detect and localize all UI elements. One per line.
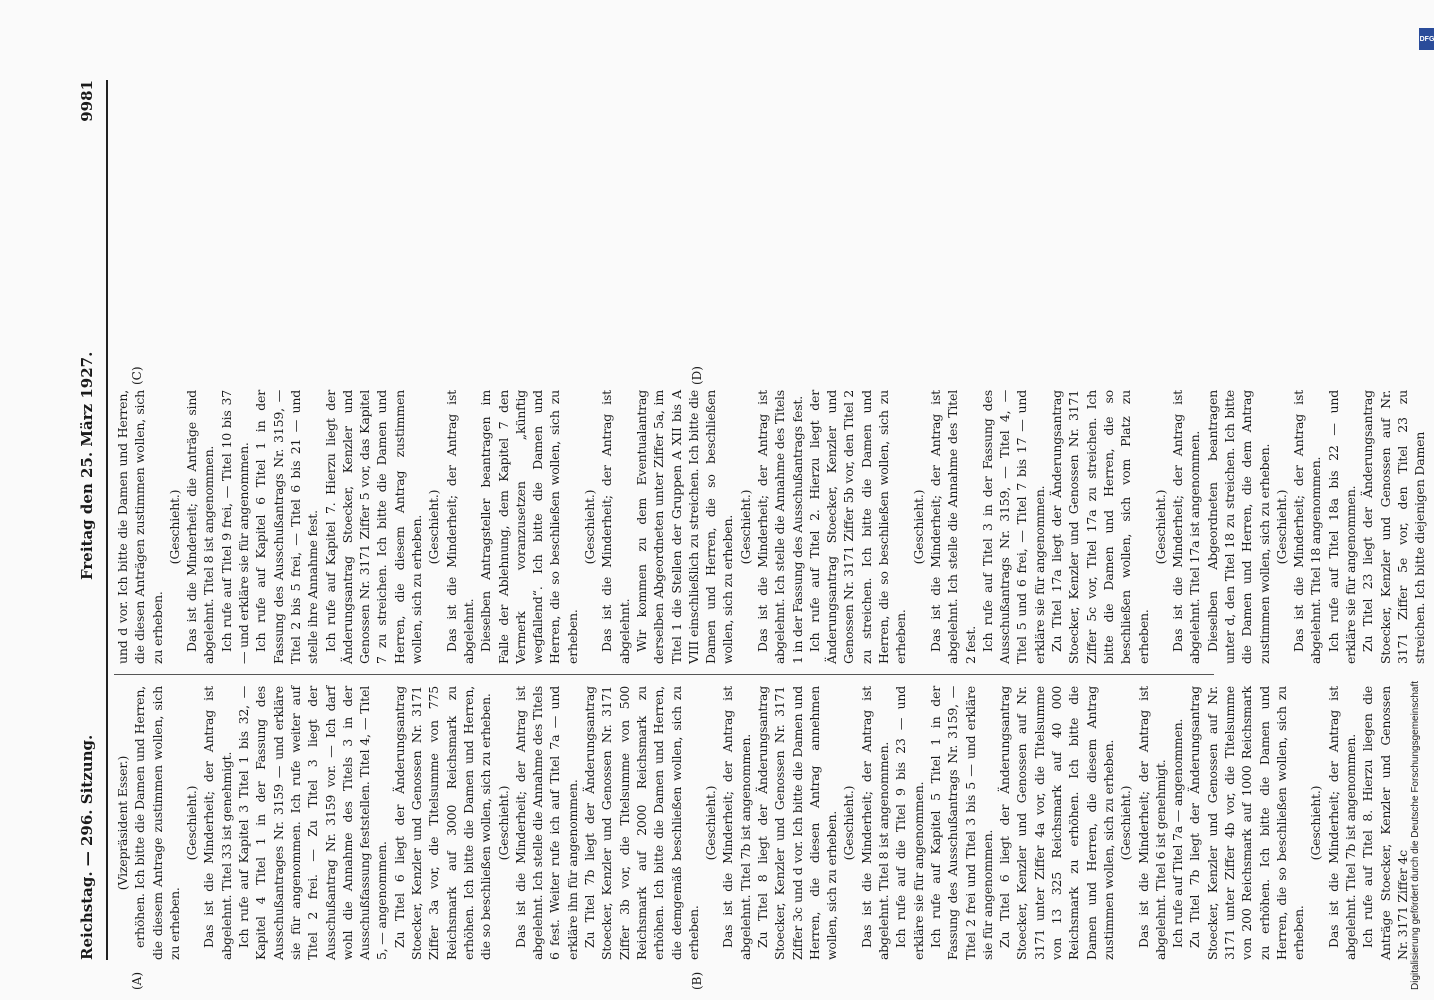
paragraph: (Geschieht.)	[841, 785, 857, 861]
text-column-right	[114, 390, 1429, 664]
page-header	[70, 80, 100, 960]
paragraph: (Geschieht.)	[737, 489, 753, 565]
paragraph: Zu Titel 17a liegt der Änderungsantrag Stoecker, Kenzler und Genossen Nr. 3171 Ziffer 5c vor, Titel 17a zu streichen. Ich bitte die Damen und Herren, die so beschließen wollen, sich vom Platz zu erheben.	[1049, 390, 1151, 664]
paragraph: Das ist die Minderheit; die Anträge sind abgelehnt. Titel 8 ist angenommen.	[184, 390, 217, 664]
paragraph: (Geschieht.)	[426, 489, 442, 565]
paragraph: Ich rufe auf Titel 18a bis 22 — und erkläre sie für angenommen.	[1325, 390, 1359, 664]
paragraph: Ich rufe auf Kapitel 7. Hierzu liegt der Änderungsantrag Stoecker, Kenzler und Genossen Nr. 3171 Ziffer 5 vor, das Kapitel 7 zu streichen. Ich bitte die Damen und Herren, die diesem Antrag zustimmen wollen, sich zu erheben.	[322, 390, 425, 664]
paragraph: (Geschieht.)	[1118, 785, 1134, 861]
paragraph: Zu Titel 6 liegt der Änderungsantrag Stoecker, Kenzler und Genossen Nr. 3171 Ziffer 3a vor, die Titelsumme von 775 Reichsmark auf 3000 Reichsmark zu erhöhen. Ich bitte die Damen und Herren, die so beschließen wollen, sich zu erheben.	[391, 686, 494, 960]
paragraph: Dieselben Antragsteller beantragen im Falle der Ablehnung, dem Kapitel 7 den Vermerk voranzusetzen „künftig wegfallend“. Ich bitte die Damen und Herren, die so beschließen wollen, sich zu erheben.	[478, 390, 580, 664]
margin-mark-a: (A)	[130, 971, 144, 990]
header-session: Reichstag. — 296. Sitzung.	[78, 734, 96, 960]
paragraph: und d vor. Ich bitte die Damen und Herren, die diesen Anträgen zustimmen wollen, sich zu erheben.	[115, 390, 165, 664]
paragraph: Das ist die Minderheit; der Antrag ist abgelehnt.	[599, 390, 632, 664]
paragraph: Ich rufe auf die Titel 9 bis 23 — und erkläre sie für angenommen.	[893, 686, 926, 960]
paragraph: (Geschieht.)	[582, 489, 598, 565]
paragraph: Das ist die Minderheit; der Antrag ist abgelehnt. Titel 18 angenommen.	[1291, 390, 1324, 664]
paragraph: Zu Titel 6 liegt der Änderungsantrag Stoecker, Kenzler und Genossen auf Nr. 3171 unter Ziffer 4a vor, die Titelsumme von 13 325 Reichsmark auf 40 000 Reichsmark zu erhöhen. Ich bitte die Damen und Herren, die diesem Antrag zustimmen wollen, sich zu erheben.	[997, 686, 1116, 960]
paragraph: (Geschieht.)	[1152, 489, 1168, 565]
paragraph: Zu Titel 7b liegt der Änderungsantrag Stoecker, Kenzler und Genossen Nr. 3171 Ziffer 3b vor, die Titelsumme von 500 Reichsmark auf 2000 Reichsmark zu erhöhen. Ich bitte die Damen und Herren, die demgemäß beschließen wollen, sich zu erheben.	[582, 686, 701, 960]
paragraph: Ich rufe auf Kapitel 3 Titel 1 bis 32, — Kapitel 4 Titel 1 in der Fassung des Ausschußantrages Nr. 3159 — und erkläre sie für angenommen. Ich rufe weiter auf Titel 2 frei. — Zu Titel 3 liegt der Ausschußantrag Nr. 3159 vor. — Ich darf wohl die Annahme des Titels 3 in der Ausschußfassung feststellen. Titel 4, — Titel 5, — angenommen.	[236, 686, 390, 960]
paragraph: Ich rufe auf Titel 7a — angenommen.	[1170, 718, 1186, 948]
paragraph: (Geschieht.)	[495, 785, 511, 861]
page-number: 9981	[78, 80, 96, 122]
paragraph: erhöhen. Ich bitte die Damen und Herren, die diesem Antrage zustimmen wollen, sich zu erheben.	[132, 686, 182, 960]
paragraph: Das ist die Minderheit; der Antrag ist abgelehnt. Titel 7b ist angenommen.	[1325, 686, 1359, 960]
paragraph: Das ist die Minderheit; der Antrag ist abgelehnt. Ich stelle die Annahme des Titels 6 fest. Weiter rufe ich auf Titel 7a — und erkläre ihn für angenommen.	[512, 686, 580, 960]
paragraph: Ich rufe auf Titel 2. Hierzu liegt der Änderungsantrag Stoecker, Kenzler und Genossen Nr. 3171 Ziffer 5b vor, den Titel 2 zu streichen. Ich bitte die Damen und Herren, die so beschließen wollen, sich zu erheben.	[806, 390, 909, 664]
paragraph: Ich rufe auf Titel 3 in der Fassung des Ausschußantrags Nr. 3159, — Titel 4, — Titel 5 und 6 frei, — Titel 7 bis 17 — und erkläre sie für angenommen.	[979, 390, 1047, 664]
paragraph: Ich rufe auf Titel 8. Hierzu liegen die Anträge Stoecker, Kenzler und Genossen Nr. 3171 Ziffer 4c	[1360, 686, 1410, 960]
margin-mark-b: (B)	[690, 971, 704, 990]
paragraph: Das ist die Minderheit; der Antrag ist abgelehnt. Ich stelle die Annahme des Titels 1 in der Fassung des Ausschußantrags fest.	[754, 390, 805, 664]
paragraph: (Geschieht.)	[703, 785, 719, 861]
margin-mark-c: (C)	[130, 366, 144, 385]
paragraph: (Geschieht.)	[184, 785, 200, 861]
paragraph: (Geschieht.)	[1273, 489, 1289, 565]
paragraph: Zu Titel 8 liegt der Änderungsantrag Stoecker, Kenzler und Genossen Nr. 3171 Ziffer 3c und d vor. Ich bitte die Damen und Herren, die diesen Antrag annehmen wollen, sich zu erheben.	[754, 686, 840, 960]
column-divider	[114, 674, 1214, 675]
paragraph: (Vizepräsident Esser.)	[115, 755, 130, 891]
paragraph: Ich rufe auf Kapitel 6 Titel 1 in der Fassung des Ausschußantrags Nr. 3159, — Titel 2 bis 5 frei, — Titel 6 bis 21 — und stelle ihre Annahme fest.	[253, 390, 321, 664]
paragraph: (Geschieht.)	[910, 489, 926, 565]
paragraph: Ich rufe auf Kapitel 5 Titel 1 in der Fassung des Ausschußantrags Nr. 3159, — Titel 2 frei und Titel 3 bis 5 — und erkläre sie für angenommen.	[927, 686, 995, 960]
paragraph: Ich rufe auf Titel 9 frei, — Titel 10 bis 37 — und erkläre sie für angenommen.	[218, 390, 252, 664]
paragraph: Das ist die Minderheit; der Antrag ist abgelehnt. Titel 7b ist angenommen.	[720, 686, 753, 960]
paragraph: Das ist die Minderheit; der Antrag ist abgelehnt. Titel 17a ist angenommen.	[1170, 390, 1203, 664]
paragraph: Dieselben Abgeordneten beantragen unter d, den Titel 18 zu streichen. Ich bitte die Damen und Herren, die dem Antrag zustimmen wollen, sich zu erheben.	[1204, 390, 1272, 664]
paragraph: (Geschieht.)	[166, 489, 182, 565]
margin-mark-d: (D)	[690, 366, 704, 385]
paragraph: Das ist die Minderheit; der Antrag ist abgelehnt. Titel 33 ist genehmigt.	[201, 686, 234, 960]
paragraph: Zu Titel 7b liegt der Änderungsantrag Stoecker, Kenzler und Genossen auf Nr. 3171 unter Ziffer 4b vor, die Titelsumme von 200 Reichsmark auf 1000 Reichsmark zu erhöhen. Ich bitte die Damen und Herren, die so beschließen wollen, sich zu erheben.	[1187, 686, 1307, 960]
text-column-left	[114, 686, 1411, 960]
header-date: Freitag den 25. März 1927.	[78, 351, 96, 580]
header-rule	[106, 80, 108, 960]
paragraph: Wir kommen zu dem Eventualantrag derselben Abgeordneten unter Ziffer 5a, im Titel 1 die Stellen der Gruppen A XII bis A VIII einschließlich zu streichen. Ich bitte die Damen und Herren, die so beschließen wollen, sich zu erheben.	[633, 390, 736, 664]
paragraph: Das ist die Minderheit; der Antrag ist abgelehnt.	[443, 390, 476, 664]
paragraph: (Geschieht.)	[1308, 785, 1324, 861]
paragraph: Das ist die Minderheit; der Antrag ist abgelehnt. Titel 6 ist genehmigt.	[1135, 686, 1168, 960]
paragraph: Das ist die Minderheit; der Antrag ist abgelehnt. Titel 8 ist angenommen.	[858, 686, 892, 960]
digitization-note: Digitalisierung gefördert durch die Deutsche Forschungsgemeinschaft	[1410, 680, 1421, 990]
paragraph: Zu Titel 23 liegt der Änderungsantrag Stoecker, Kenzler und Genossen auf Nr. 3171 Ziffer 5e vor, den Titel 23 zu streichen. Ich bitte diejenigen Damen	[1360, 390, 1428, 664]
dfg-logo: DFG	[1419, 28, 1434, 50]
paragraph: Das ist die Minderheit; der Antrag ist abgelehnt. Ich stelle die Annahme des Titel 2 fest.	[927, 390, 978, 664]
